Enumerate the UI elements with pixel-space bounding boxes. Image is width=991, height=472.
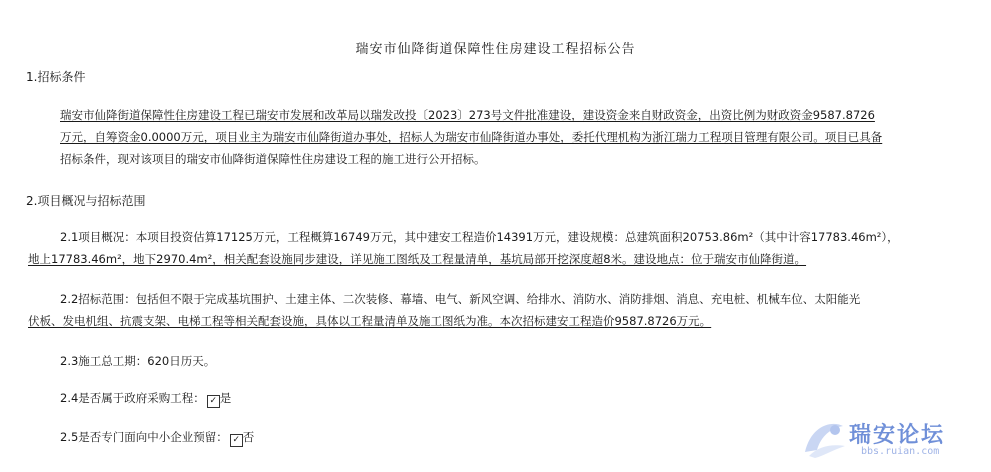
document-title: 瑞安市仙降街道保障性住房建设工程招标公告 bbox=[355, 42, 636, 57]
paragraph-bidding-scope bbox=[28, 288, 970, 332]
paragraph-line: 万元，自筹资金0.0000万元，项目业主为瑞安市仙降街道办事处，招标人为瑞安市仙降街道办事处，委托代理机构为浙江瑞力工程项目管理有限公司。项目已具备 bbox=[60, 130, 883, 144]
question-label: 2.4是否属于政府采购工程： bbox=[60, 391, 205, 405]
paragraph-bidding-conditions bbox=[60, 104, 970, 170]
paragraph-line: 2.3施工总工期：620日历天。 bbox=[60, 354, 216, 368]
question-label: 2.5是否专门面向中小企业预留： bbox=[60, 430, 228, 444]
paragraph-line bbox=[60, 387, 970, 409]
checkbox-checked-icon: ✓ bbox=[230, 434, 243, 447]
answer-value: 否 bbox=[242, 430, 255, 444]
paragraph-construction-period bbox=[60, 350, 970, 372]
paragraph-line: 地上17783.46m²，地下2970.4m²，相关配套设施同步建设，详见施工图纸及工程量清单，基坑局部开挖深度超8米。建设地点：位于瑞安市仙降街道。 bbox=[28, 252, 807, 266]
checkbox-checked-icon: ✓ bbox=[207, 395, 220, 408]
paragraph-line: 瑞安市仙降街道保障性住房建设工程已瑞安市发展和改革局以瑞发改投〔2023〕273号文件批准建设，建设资金来自财政资金，出资比例为财政资金9587.8726 bbox=[60, 108, 875, 122]
watermark-text: 瑞安论坛 bbox=[849, 423, 946, 448]
paragraph-line: 招标条件，现对该项目的瑞安市仙降街道保障性住房建设工程的施工进行公开招标。 bbox=[60, 152, 486, 166]
watermark-url: bbs.ruian.com bbox=[861, 446, 940, 457]
watermark bbox=[801, 414, 981, 466]
paragraph-government-procurement bbox=[60, 387, 970, 409]
section-heading-bidding-conditions: 1.招标条件 bbox=[26, 70, 86, 84]
paragraph-line: 2.2招标范围：包括但不限于完成基坑围护、土建主体、二次装修、幕墙、电气、新风空调、给排水、消防水、消防排烟、消息、充电桩、机械车位、太阳能光 bbox=[60, 292, 861, 306]
answer-value: 是 bbox=[219, 391, 232, 405]
forum-logo-icon bbox=[801, 416, 847, 460]
paragraph-project-overview bbox=[28, 226, 970, 270]
section-heading-project-overview: 2.项目概况与招标范围 bbox=[26, 194, 146, 208]
paragraph-line: 伏板、发电机组、抗震支架、电梯工程等相关配套设施，具体以工程量清单及施工图纸为准。本次招标建安工程造价9587.8726万元。 bbox=[28, 314, 712, 328]
paragraph-line: 2.1项目概况：本项目投资估算17125万元，工程概算16749万元，其中建安工程造价14391万元，建设规模：总建筑面积20753.86m²（其中计容17783.46m²）， bbox=[60, 230, 899, 244]
